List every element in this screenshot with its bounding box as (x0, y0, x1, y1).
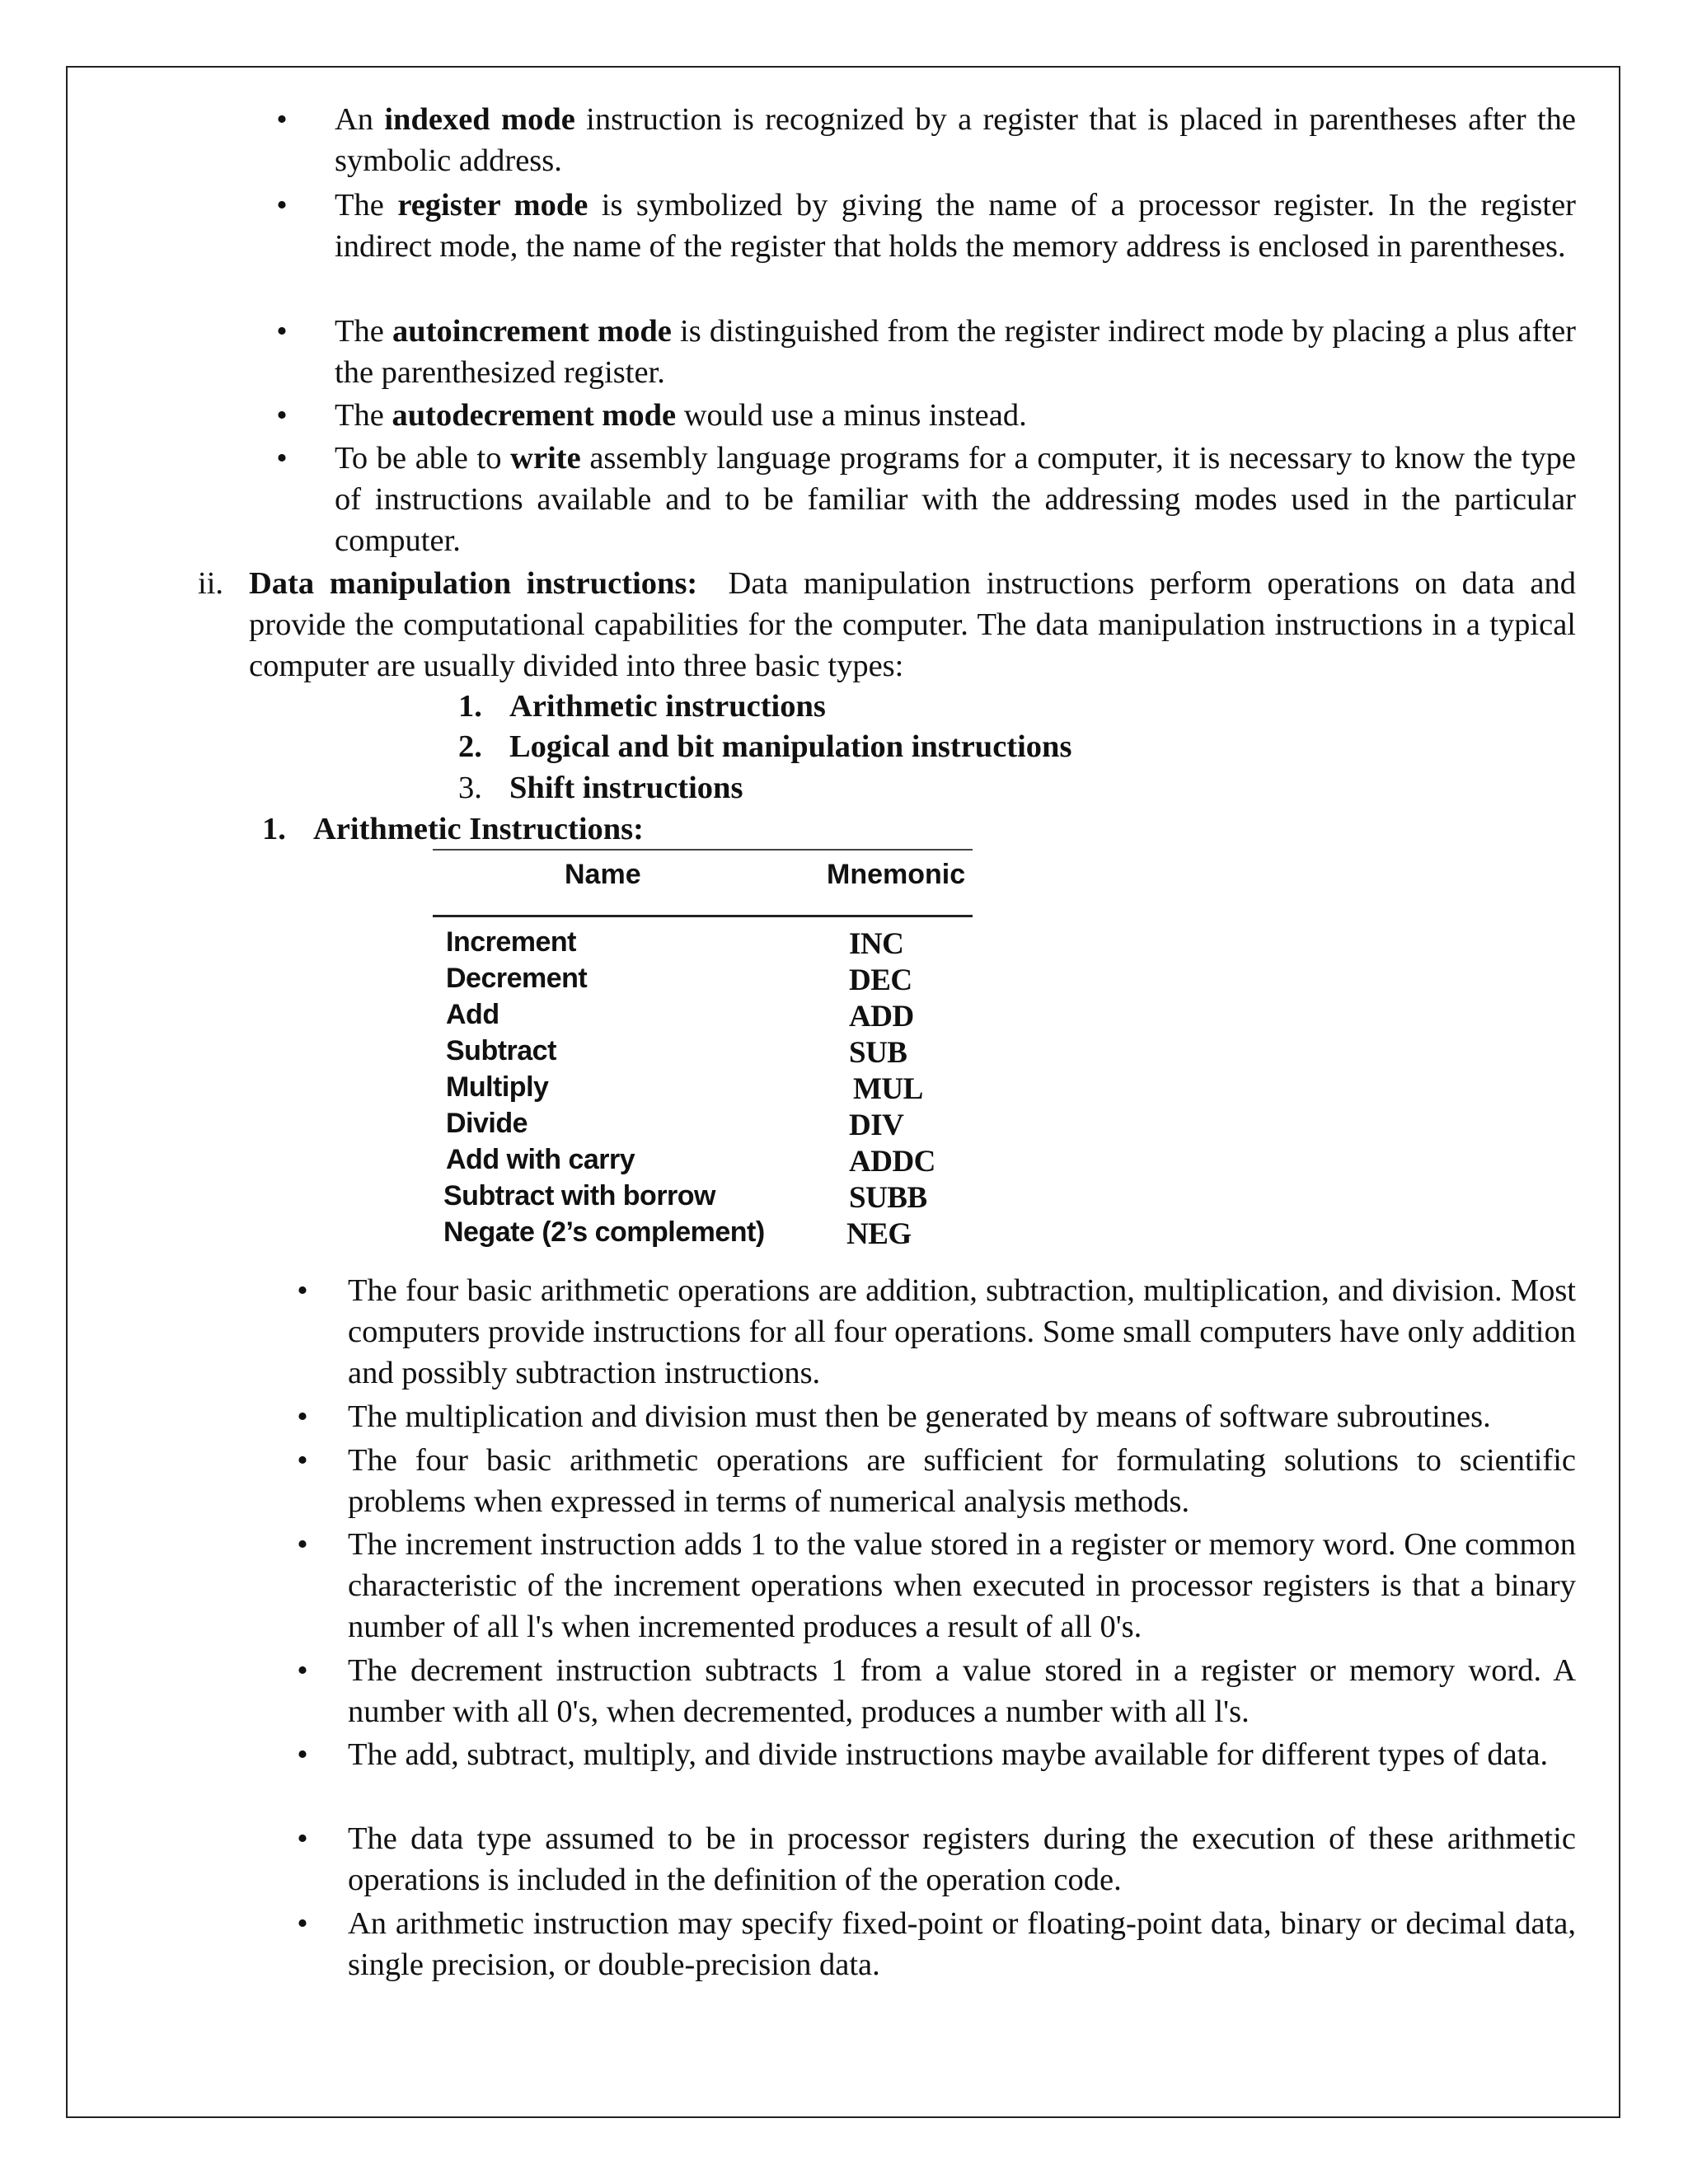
cell-mnemonic: ADD (849, 1000, 914, 1033)
cell-name: Subtract (446, 1035, 556, 1066)
cell-name: Add with carry (446, 1144, 635, 1175)
bullet-icon: • (297, 1737, 308, 1772)
cell-name: Divide (446, 1108, 528, 1139)
cell-mnemonic: SUBB (849, 1181, 927, 1215)
bullet-text: The autodecrement mode would use a minus instead. (335, 398, 1027, 433)
type-item: 2. Logical and bit manipulation instructions (458, 729, 1072, 764)
cell-name: Multiply (446, 1071, 549, 1103)
bullet-text: The decrement instruction subtracts 1 from a value stored in a register or memory word. A number with all 0's, when decremented, produces a number with all l's. (348, 1653, 1576, 1729)
bullet-icon: • (276, 188, 288, 223)
header-mnemonic: Mnemonic (827, 859, 966, 890)
cell-mnemonic: MUL (853, 1072, 923, 1106)
cell-name: Subtract with borrow (443, 1180, 715, 1212)
bullet-icon: • (276, 102, 288, 137)
bullet-text: The multiplication and division must then be generated by means of software subroutines. (348, 1399, 1491, 1434)
bullet-icon: • (297, 1653, 308, 1688)
bullet-text: The register mode is symbolized by giving the name of a processor register. In the register indirect mode, the name of the register that holds the memory address is enclosed in parentheses. (335, 188, 1576, 264)
header-name: Name (565, 859, 641, 890)
cell-mnemonic: NEG (846, 1217, 912, 1251)
cell-name: Negate (2’s complement) (443, 1216, 765, 1248)
cell-mnemonic: SUB (849, 1036, 907, 1070)
arithmetic-table (433, 849, 973, 1265)
bullet-text: The four basic arithmetic operations are sufficient for formulating solutions to scientific problems when expressed in terms of numerical analysis methods. (348, 1443, 1576, 1519)
cell-name: Add (446, 999, 499, 1030)
table-header-rule (433, 915, 973, 917)
cell-mnemonic: DIV (849, 1108, 904, 1142)
bullet-icon: • (297, 1443, 308, 1478)
cell-mnemonic: INC (849, 927, 904, 961)
subheading: 1. Arithmetic Instructions: (262, 812, 644, 846)
cell-name: Increment (446, 926, 576, 958)
bullet-text: The add, subtract, multiply, and divide instructions maybe available for different types of data. (348, 1737, 1549, 1772)
cell-name: Decrement (446, 963, 588, 994)
bullet-icon: • (297, 1273, 308, 1308)
bullet-icon: • (276, 441, 288, 476)
section-marker: ii. (198, 566, 224, 601)
bullet-icon: • (276, 314, 288, 349)
bullet-text: To be able to write assembly language programs for a computer, it is necessary to know the type of instructions available and to be familiar with the addressing modes used in the particular computer. (335, 441, 1576, 558)
section-title: Data manipulation instructions: (249, 566, 698, 601)
bullet-icon: • (297, 1821, 308, 1856)
table-top-rule (433, 849, 973, 851)
bullet-icon: • (297, 1527, 308, 1562)
bullet-text: The four basic arithmetic operations are addition, subtraction, multiplication, and division. Most computers provide instructions for all four operations. Some small computers have only addition and possibly subtraction instructions. (348, 1273, 1576, 1390)
bullet-text: The autoincrement mode is distinguished from the register indirect mode by placing a plus after the parenthesized register. (335, 314, 1577, 390)
bullet-icon: • (276, 398, 288, 433)
bullet-text: An indexed mode instruction is recognized by a register that is placed in parentheses after the symbolic address. (335, 102, 1576, 178)
bullet-text: The increment instruction adds 1 to the value stored in a register or memory word. One common characteristic of the increment operations when executed in processor registers is that a binary number of all l's when incremented produces a result of all 0's. (348, 1527, 1576, 1644)
cell-mnemonic: DEC (849, 963, 912, 997)
bullet-text: The data type assumed to be in processor registers during the execution of these arithmetic operations is included in the definition of the operation code. (348, 1821, 1576, 1897)
cell-mnemonic: ADDC (849, 1145, 935, 1179)
bullet-icon: • (297, 1399, 308, 1434)
type-item: 1. Arithmetic instructions (458, 689, 826, 724)
bullet-text: An arithmetic instruction may specify fixed-point or floating-point data, binary or decimal data, single precision, or double-precision data. (348, 1906, 1576, 1982)
type-item: 3. Shift instructions (458, 771, 743, 805)
bullet-icon: • (297, 1906, 308, 1941)
section-paragraph: Data manipulation instructions: Data manipulation instructions perform operations on data and provide the computational capabilities for the computer. The data manipulation instructions in a typical computer are usually divided into three basic types: (249, 566, 1576, 683)
